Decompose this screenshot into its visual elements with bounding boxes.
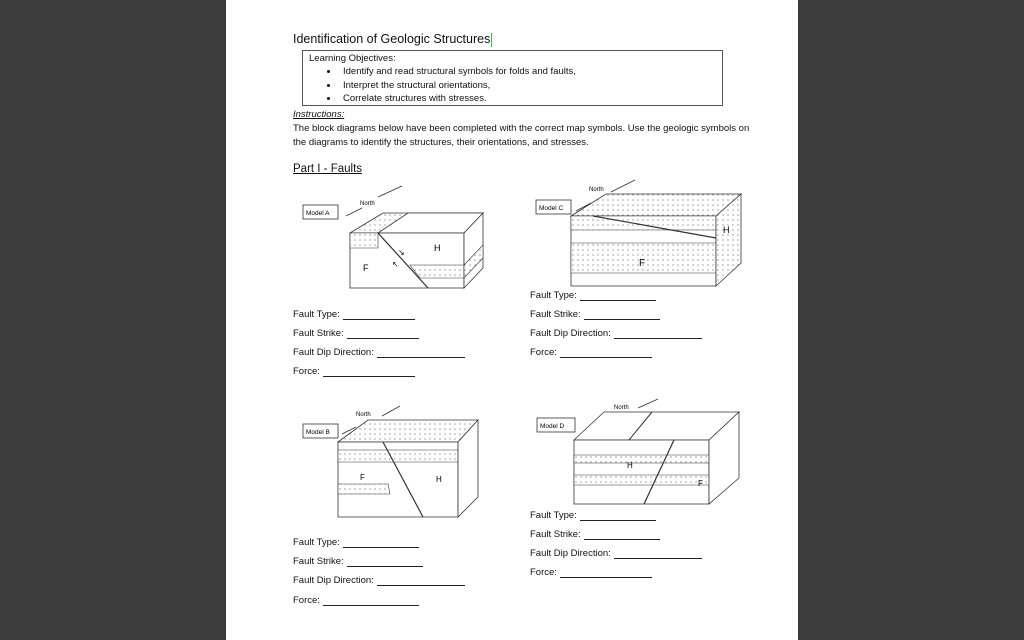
model-label: Model D — [540, 423, 565, 430]
field-label: Force: — [530, 347, 557, 358]
north-arrow-icon — [638, 399, 658, 408]
answer-blank[interactable] — [614, 549, 702, 559]
field-label: Force: — [530, 567, 557, 578]
answer-blank[interactable] — [560, 348, 652, 358]
hanging-wall-label: H — [723, 225, 730, 235]
model-b-diagram — [298, 402, 488, 522]
field-label: Fault Dip Direction: — [530, 328, 611, 339]
answer-blank[interactable] — [377, 576, 465, 586]
north-arrow-icon — [611, 180, 635, 192]
document-page — [226, 0, 798, 640]
field-label: Fault Strike: — [293, 328, 344, 339]
north-label: North — [360, 201, 375, 207]
answer-blank[interactable] — [614, 329, 702, 339]
model-label: Model C — [539, 205, 564, 212]
north-arrow-icon — [382, 406, 400, 416]
field-label: Fault Strike: — [530, 529, 581, 540]
answer-blank[interactable] — [560, 568, 652, 578]
field-label: Fault Strike: — [293, 556, 344, 567]
part-heading: Part I - Faults — [293, 163, 363, 175]
answer-blank[interactable] — [343, 310, 415, 320]
field-label: Force: — [293, 595, 320, 606]
hanging-wall-label: H — [627, 461, 633, 470]
answer-blank[interactable] — [343, 538, 419, 548]
answer-blank[interactable] — [377, 348, 465, 358]
hanging-wall-label: H — [434, 243, 441, 253]
slip-arrow-icon: ↘ — [398, 248, 405, 257]
answer-blank[interactable] — [323, 367, 415, 377]
answer-blank[interactable] — [584, 530, 660, 540]
answer-blank[interactable] — [580, 511, 656, 521]
north-label: North — [356, 412, 371, 418]
answer-blank[interactable] — [323, 596, 419, 606]
learning-objectives-box — [302, 50, 723, 106]
footwall-label: F — [363, 263, 369, 273]
instructions-text: The block diagrams below have been completed with the correct map symbols. Use the geologic symbols on the diagrams to identify the structures, their orientations, and stresses. — [293, 123, 750, 148]
north-arrow-icon — [378, 186, 402, 197]
footwall-label: F — [639, 258, 646, 269]
north-label: North — [614, 405, 629, 411]
field-label: Fault Strike: — [530, 309, 581, 320]
hanging-wall-label: H — [436, 475, 442, 484]
answer-blank[interactable] — [580, 291, 656, 301]
text-cursor — [491, 33, 492, 47]
document-title: Identification of Geologic Structures — [293, 32, 491, 46]
footwall-label: F — [360, 473, 365, 482]
slip-arrow-icon: ↖ — [392, 260, 399, 269]
instructions-heading: Instructions: — [293, 109, 345, 120]
field-label: Fault Dip Direction: — [293, 575, 374, 586]
model-label: Model B — [306, 429, 330, 436]
answer-blank[interactable] — [584, 310, 660, 320]
field-label: Fault Type: — [293, 309, 340, 320]
model-a-diagram — [298, 183, 488, 293]
field-label: Fault Type: — [530, 510, 577, 521]
field-label: Fault Type: — [293, 537, 340, 548]
north-label: North — [589, 187, 604, 193]
objective-item: • Identify and read structural symbols for folds and faults, — [339, 65, 716, 79]
field-label: Fault Type: — [530, 290, 577, 301]
model-d-diagram — [534, 400, 744, 515]
objective-item: • Interpret the structural orientations, — [339, 79, 716, 93]
field-label: Force: — [293, 366, 320, 377]
model-c-diagram — [531, 178, 746, 293]
model-label: Model A — [306, 210, 330, 217]
objective-item: • Correlate structures with stresses. — [339, 92, 716, 106]
answer-blank[interactable] — [347, 557, 423, 567]
footwall-label: F — [698, 479, 703, 488]
objectives-heading: Learning Objectives: — [309, 53, 396, 64]
field-label: Fault Dip Direction: — [530, 548, 611, 559]
answer-blank[interactable] — [347, 329, 419, 339]
field-label: Fault Dip Direction: — [293, 347, 374, 358]
